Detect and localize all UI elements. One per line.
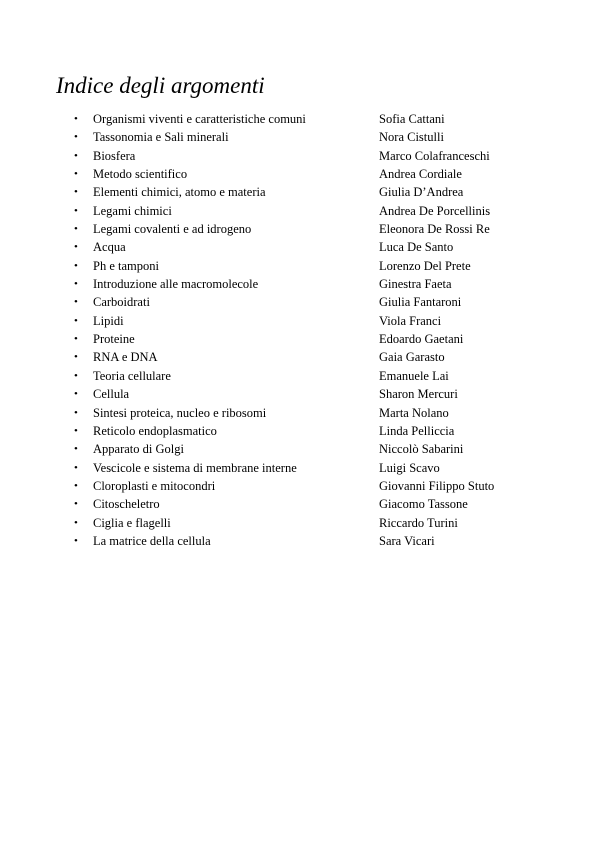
list-item bbox=[0, 128, 595, 146]
topic-title: Sintesi proteica, nucleo e ribosomi bbox=[93, 405, 267, 420]
bullet-icon: • bbox=[74, 314, 78, 327]
topic-title: Ph e tamponi bbox=[93, 258, 159, 273]
list-item bbox=[0, 422, 595, 440]
bullet-icon: • bbox=[74, 204, 78, 217]
student-name: Eleonora De Rossi Re bbox=[379, 222, 490, 237]
student-name: Emanuele Lai bbox=[379, 368, 449, 383]
topic-title: Citoscheletro bbox=[93, 497, 160, 512]
student-name: Luigi Scavo bbox=[379, 460, 440, 475]
bullet-icon: • bbox=[74, 461, 78, 474]
student-name: Gaia Garasto bbox=[379, 350, 445, 365]
topic-list bbox=[0, 110, 595, 550]
list-item bbox=[0, 514, 595, 532]
student-name: Sara Vicari bbox=[379, 533, 435, 548]
list-item bbox=[0, 312, 595, 330]
page-title: Indice degli argomenti bbox=[56, 73, 265, 98]
student-name: Edoardo Gaetani bbox=[379, 332, 464, 347]
topic-title: Teoria cellulare bbox=[93, 368, 171, 383]
student-name: Giovanni Filippo Stuto bbox=[379, 478, 495, 493]
list-item bbox=[0, 348, 595, 366]
student-name: Nora Cistulli bbox=[379, 130, 444, 145]
list-item bbox=[0, 367, 595, 385]
student-name: Ginestra Faeta bbox=[379, 277, 452, 292]
bullet-icon: • bbox=[74, 259, 78, 272]
bullet-icon: • bbox=[74, 479, 78, 492]
topic-title: Tassonomia e Sali minerali bbox=[93, 130, 229, 145]
student-name: Giulia Fantaroni bbox=[379, 295, 462, 310]
bullet-icon: • bbox=[74, 406, 78, 419]
bullet-icon: • bbox=[74, 186, 78, 199]
list-item bbox=[0, 459, 595, 477]
topic-title: Introduzione alle macromolecole bbox=[93, 277, 259, 292]
topic-title: Lipidi bbox=[93, 313, 124, 328]
list-item bbox=[0, 165, 595, 183]
list-item bbox=[0, 183, 595, 201]
topic-title: Legami covalenti e ad idrogeno bbox=[93, 222, 252, 237]
topic-title: Carboidrati bbox=[93, 295, 150, 310]
bullet-icon: • bbox=[74, 388, 78, 401]
list-item bbox=[0, 220, 595, 238]
list-item bbox=[0, 110, 595, 128]
topic-title: Biosfera bbox=[93, 148, 136, 163]
bullet-icon: • bbox=[74, 424, 78, 437]
topic-title: Acqua bbox=[93, 240, 126, 255]
topic-title: Ciglia e flagelli bbox=[93, 515, 171, 530]
bullet-icon: • bbox=[74, 241, 78, 254]
list-item bbox=[0, 238, 595, 256]
student-name: Riccardo Turini bbox=[379, 515, 458, 530]
bullet-icon: • bbox=[74, 443, 78, 456]
student-name: Andrea De Porcellinis bbox=[379, 203, 491, 218]
list-item bbox=[0, 257, 595, 275]
student-name: Lorenzo Del Prete bbox=[379, 258, 471, 273]
student-name: Andrea Cordiale bbox=[379, 167, 462, 182]
student-name: Giulia D’Andrea bbox=[379, 185, 464, 200]
student-name: Luca De Santo bbox=[379, 240, 454, 255]
bullet-icon: • bbox=[74, 149, 78, 162]
list-item bbox=[0, 385, 595, 403]
student-name: Viola Franci bbox=[379, 313, 442, 328]
bullet-icon: • bbox=[74, 369, 78, 382]
topic-title: La matrice della cellula bbox=[93, 533, 211, 548]
bullet-icon: • bbox=[74, 516, 78, 529]
list-item bbox=[0, 202, 595, 220]
list-item bbox=[0, 495, 595, 513]
list-item bbox=[0, 532, 595, 550]
list-item bbox=[0, 404, 595, 422]
bullet-icon: • bbox=[74, 333, 78, 346]
student-name: Marta Nolano bbox=[379, 405, 449, 420]
topic-title: Elementi chimici, atomo e materia bbox=[93, 185, 266, 200]
topic-title: Cloroplasti e mitocondri bbox=[93, 478, 216, 493]
topic-title: Vescicole e sistema di membrane interne bbox=[93, 460, 297, 475]
list-item bbox=[0, 293, 595, 311]
bullet-icon: • bbox=[74, 534, 78, 547]
bullet-icon: • bbox=[74, 278, 78, 291]
student-name: Niccolò Sabarini bbox=[379, 442, 464, 457]
student-name: Marco Colafranceschi bbox=[379, 148, 490, 163]
topic-title: Organismi viventi e caratteristiche comuni bbox=[93, 112, 306, 126]
student-name: Giacomo Tassone bbox=[379, 497, 468, 512]
list-item bbox=[0, 330, 595, 348]
bullet-icon: • bbox=[74, 131, 78, 144]
topic-title: Proteine bbox=[93, 332, 135, 347]
topic-title: Metodo scientifico bbox=[93, 167, 188, 182]
bullet-icon: • bbox=[74, 168, 78, 181]
student-name: Sofia Cattani bbox=[379, 112, 445, 126]
bullet-icon: • bbox=[74, 296, 78, 309]
topic-title: Legami chimici bbox=[93, 203, 172, 218]
bullet-icon: • bbox=[74, 351, 78, 364]
bullet-icon: • bbox=[74, 223, 78, 236]
student-name: Linda Pelliccia bbox=[379, 423, 455, 438]
list-item bbox=[0, 477, 595, 495]
bullet-icon: • bbox=[74, 498, 78, 511]
list-item bbox=[0, 440, 595, 458]
topic-title: Cellula bbox=[93, 387, 130, 402]
topic-title: Reticolo endoplasmatico bbox=[93, 423, 217, 438]
student-name: Sharon Mercuri bbox=[379, 387, 458, 402]
list-item bbox=[0, 147, 595, 165]
list-item bbox=[0, 275, 595, 293]
topic-title: RNA e DNA bbox=[93, 350, 158, 365]
bullet-icon: • bbox=[74, 113, 78, 125]
topic-title: Apparato di Golgi bbox=[93, 442, 184, 457]
